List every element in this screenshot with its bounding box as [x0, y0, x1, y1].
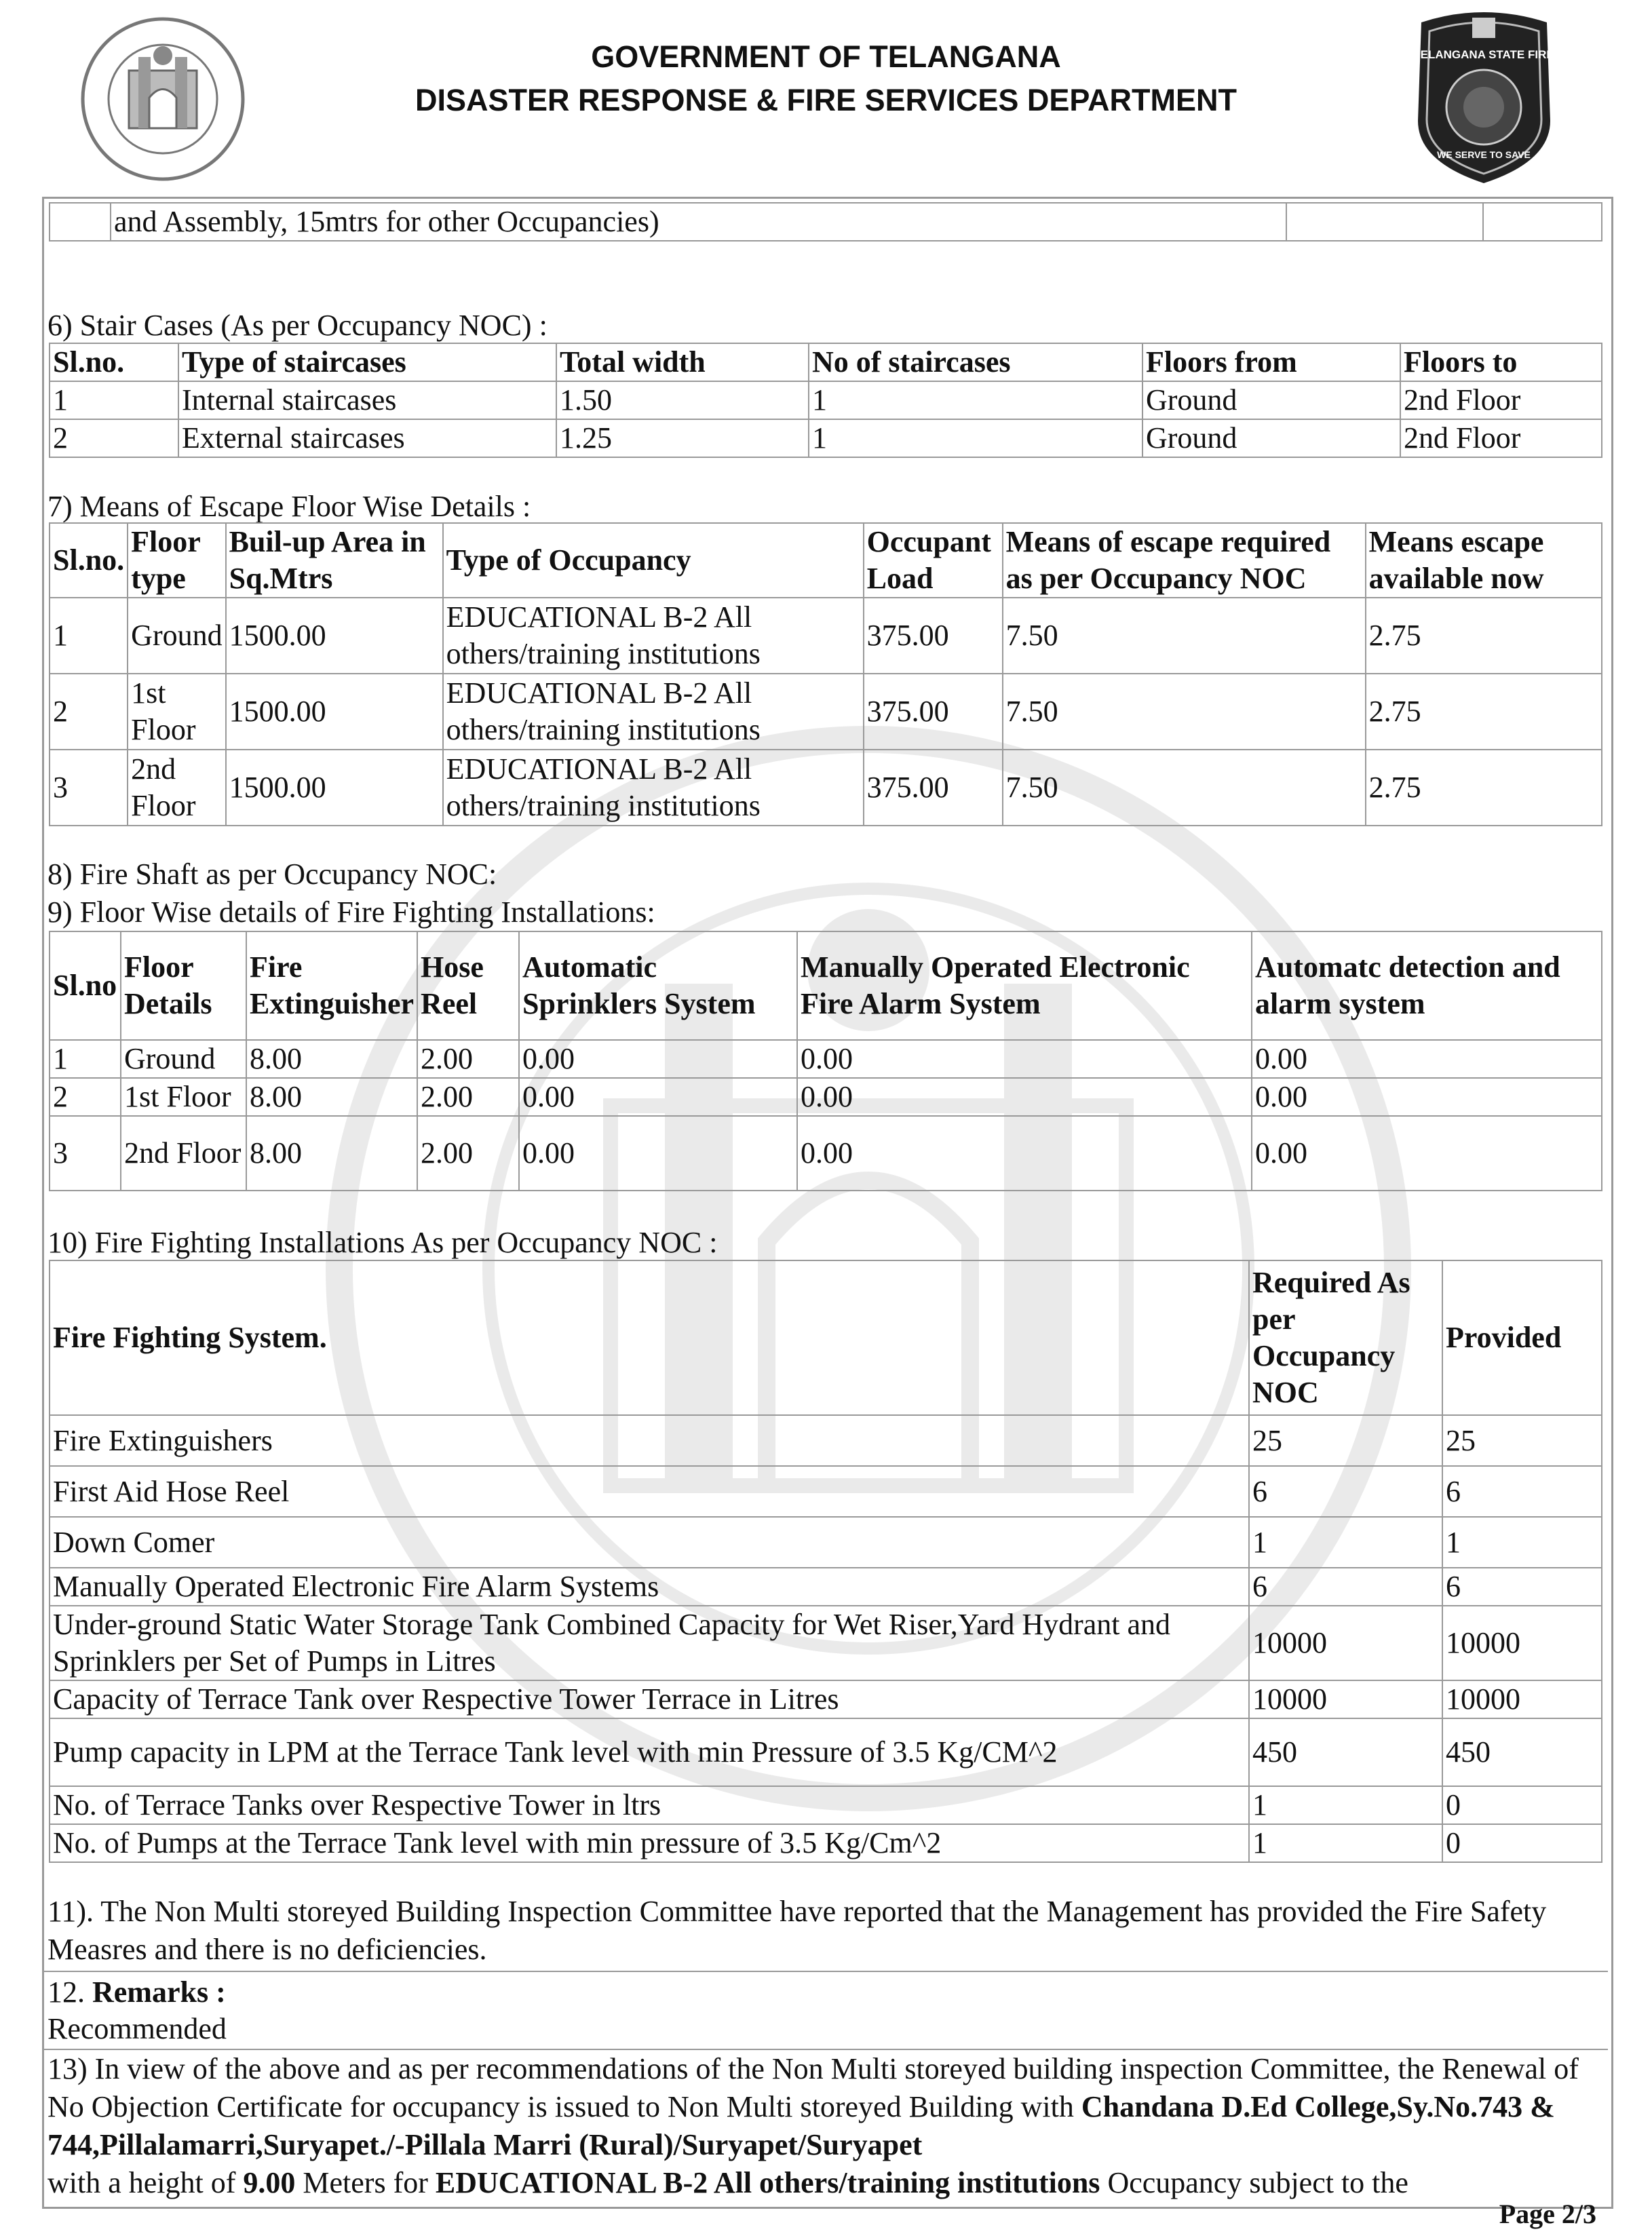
table-cell: 1: [1249, 1786, 1442, 1824]
column-header: Sl.no: [50, 931, 121, 1040]
table-cell: External staircases: [178, 419, 556, 457]
fire-services-badge-logo: [1408, 5, 1560, 185]
table-row: [50, 1517, 1602, 1568]
table-cell: First Aid Hose Reel: [50, 1466, 1249, 1517]
table-cell: No. of Terrace Tanks over Respective Tower in ltrs: [50, 1786, 1249, 1824]
building-name: Chandana D.Ed College,Sy.No.743 & 744,Pillalamarri,Suryapet./-Pillala Marri (Rural)/Suryapet/Suryapet: [47, 2090, 1555, 2161]
table-cell: Fire Extinguishers: [50, 1415, 1249, 1466]
table-row: [50, 674, 1602, 750]
section-13-part: Occupancy subject to the: [1100, 2166, 1408, 2199]
table-cell: Pump capacity in LPM at the Terrace Tank level with min Pressure of 3.5 Kg/CM^2: [50, 1718, 1249, 1786]
table-cell: 0.00: [1252, 1078, 1602, 1116]
table-cell: EDUCATIONAL B-2 All others/training institutions: [443, 674, 864, 750]
table-cell: 375.00: [864, 598, 1003, 674]
column-header: Floor type: [128, 523, 225, 598]
remarks-label: Remarks :: [92, 1975, 226, 2009]
table-cell: 8.00: [246, 1040, 417, 1078]
table-cell: 375.00: [864, 750, 1003, 826]
carryover-table: [49, 202, 1602, 242]
table-cell: 2nd Floor: [128, 750, 225, 826]
table-cell: 2.00: [417, 1116, 519, 1191]
column-header: Floors from: [1142, 343, 1400, 381]
table-cell: 8.00: [246, 1078, 417, 1116]
table-cell: 25: [1249, 1415, 1442, 1466]
fire-fighting-floor-table: [49, 931, 1602, 1191]
section-13-text: [47, 2050, 1601, 2202]
table-row: [50, 1824, 1602, 1862]
table-cell: 1st Floor: [128, 674, 225, 750]
table-cell: 0.00: [797, 1040, 1252, 1078]
table-cell: 2nd Floor: [1400, 381, 1602, 419]
column-header: Hose Reel: [417, 931, 519, 1040]
table-cell: EDUCATIONAL B-2 All others/training institutions: [443, 750, 864, 826]
table-cell: 0.00: [797, 1116, 1252, 1191]
page-number: Page 2/3: [1499, 2199, 1596, 2229]
table-cell: 3: [50, 1116, 121, 1191]
table-cell: Capacity of Terrace Tank over Respective Tower Terrace in Litres: [50, 1680, 1249, 1718]
table-cell: 1.25: [556, 419, 809, 457]
section-8-heading: 8) Fire Shaft as per Occupancy NOC:: [47, 857, 497, 891]
staircases-table: [49, 343, 1602, 458]
table-cell: 3: [50, 750, 128, 826]
column-header: Means escape available now: [1366, 523, 1602, 598]
column-header: Required As per Occupancy NOC: [1249, 1260, 1442, 1415]
table-row: [50, 750, 1602, 826]
badge-motto: WE SERVE TO SAVE: [1437, 149, 1531, 160]
table-cell: 1: [809, 419, 1142, 457]
column-header: Automatic Sprinklers System: [519, 931, 797, 1040]
table-cell: 1500.00: [226, 674, 443, 750]
table-cell: 7.50: [1003, 598, 1366, 674]
table-cell: 2nd Floor: [121, 1116, 246, 1191]
table-cell: EDUCATIONAL B-2 All others/training institutions: [443, 598, 864, 674]
column-header: Type of staircases: [178, 343, 556, 381]
column-header: Manually Operated Electronic Fire Alarm System: [797, 931, 1252, 1040]
table-cell: Ground: [128, 598, 225, 674]
column-header: Floor Details: [121, 931, 246, 1040]
section-11-text: 11). The Non Multi storeyed Building Inspection Committee have reported that the Management has provided the Fire Safety Measres and there is no deficiencies.: [47, 1895, 1547, 1966]
column-header: Occupant Load: [864, 523, 1003, 598]
table-cell: 0.00: [519, 1116, 797, 1191]
section-number: 12.: [47, 1975, 85, 2009]
table-cell: 2.75: [1366, 598, 1602, 674]
table-cell: 7.50: [1003, 674, 1366, 750]
table-cell: 2: [50, 1078, 121, 1116]
table-cell: 6: [1442, 1568, 1602, 1606]
table-header-row: [50, 1260, 1602, 1415]
table-cell: 0.00: [519, 1040, 797, 1078]
table-row: [50, 1680, 1602, 1718]
table-cell: 0.00: [519, 1078, 797, 1116]
table-cell: 450: [1249, 1718, 1442, 1786]
column-header: Buil-up Area in Sq.Mtrs: [226, 523, 443, 598]
table-cell: 0: [1442, 1824, 1602, 1862]
table-cell: 10000: [1249, 1680, 1442, 1718]
table-cell: 2: [50, 419, 178, 457]
table-cell: 6: [1249, 1466, 1442, 1517]
table-cell: 1.50: [556, 381, 809, 419]
table-cell: Manually Operated Electronic Fire Alarm Systems: [50, 1568, 1249, 1606]
occupancy-type: EDUCATIONAL B-2 All others/training institutions: [435, 2166, 1100, 2199]
table-cell: 6: [1249, 1568, 1442, 1606]
table-cell: 375.00: [864, 674, 1003, 750]
section-12-remarks-label: [47, 1974, 226, 2011]
table-row: [50, 1116, 1602, 1191]
table-cell: 1: [50, 381, 178, 419]
table-cell: 2.00: [417, 1040, 519, 1078]
table-row: [50, 1786, 1602, 1824]
table-row: [50, 419, 1602, 457]
header-line-1: GOVERNMENT OF TELANGANA: [591, 39, 1061, 74]
section-13-part: Meters for: [295, 2166, 436, 2199]
table-cell: 1: [1249, 1824, 1442, 1862]
column-header: Floors to: [1400, 343, 1602, 381]
carryover-text: and Assembly, 15mtrs for other Occupancies): [111, 203, 1286, 241]
table-cell: 1: [50, 598, 128, 674]
table-row: [50, 1040, 1602, 1078]
table-cell: 2.75: [1366, 750, 1602, 826]
table-cell: Ground: [1142, 381, 1400, 419]
divider: [43, 1971, 1608, 1972]
table-cell: 25: [1442, 1415, 1602, 1466]
table-cell: 450: [1442, 1718, 1602, 1786]
table-cell: Under-ground Static Water Storage Tank Combined Capacity for Wet Riser,Yard Hydrant and Sprinklers per Set of Pumps in Litres: [50, 1606, 1249, 1680]
section-13-part: 13) In view of the above and as per recommendations of the Non Multi storeyed building inspection Committee, the Renewal of No Objection Certificate for occupancy is issued to Non Multi storeyed Building with: [47, 2052, 1579, 2123]
table-header-row: [50, 343, 1602, 381]
table-cell: 10000: [1442, 1680, 1602, 1718]
table-cell: Ground: [121, 1040, 246, 1078]
table-cell: Down Comer: [50, 1517, 1249, 1568]
section-9-heading: 9) Floor Wise details of Fire Fighting Installations:: [47, 895, 655, 929]
section-13-part: with a height of: [47, 2166, 244, 2199]
table-cell: 1500.00: [226, 598, 443, 674]
column-header: Means of escape required as per Occupancy NOC: [1003, 523, 1366, 598]
column-header: Total width: [556, 343, 809, 381]
column-header: Provided: [1442, 1260, 1602, 1415]
building-height: 9.00: [243, 2166, 296, 2199]
section-6-heading: 6) Stair Cases (As per Occupancy NOC) :: [47, 309, 548, 342]
means-of-escape-table: [49, 522, 1602, 826]
column-header: No of staircases: [809, 343, 1142, 381]
table-row: [50, 1718, 1602, 1786]
table-cell: 2.75: [1366, 674, 1602, 750]
table-cell: 6: [1442, 1466, 1602, 1517]
section-10-heading: 10) Fire Fighting Installations As per Occupancy NOC :: [47, 1226, 718, 1259]
table-header-row: [50, 931, 1602, 1040]
table-cell: 2.00: [417, 1078, 519, 1116]
table-cell: Ground: [1142, 419, 1400, 457]
column-header: Sl.no.: [50, 343, 178, 381]
column-header: Automatc detection and alarm system: [1252, 931, 1602, 1040]
table-cell: 8.00: [246, 1116, 417, 1191]
table-row: [50, 1078, 1602, 1116]
column-header: Sl.no.: [50, 523, 128, 598]
header-line-2: DISASTER RESPONSE & FIRE SERVICES DEPARTMENT: [415, 83, 1237, 117]
fire-fighting-installations-table: [49, 1260, 1602, 1863]
table-row: [50, 598, 1602, 674]
table-cell: 1: [809, 381, 1142, 419]
section-7-heading: 7) Means of Escape Floor Wise Details :: [47, 490, 531, 523]
table-cell: 1: [1442, 1517, 1602, 1568]
table-row: [50, 1466, 1602, 1517]
table-cell: Internal staircases: [178, 381, 556, 419]
table-cell: No. of Pumps at the Terrace Tank level with min pressure of 3.5 Kg/Cm^2: [50, 1824, 1249, 1862]
table-header-row: [50, 523, 1602, 598]
column-header: Type of Occupancy: [443, 523, 864, 598]
table-cell: 2nd Floor: [1400, 419, 1602, 457]
table-cell: 0.00: [797, 1078, 1252, 1116]
telangana-seal-logo: [80, 16, 246, 182]
column-header: Fire Extinguisher: [246, 931, 417, 1040]
column-header: Fire Fighting System.: [50, 1260, 1249, 1415]
table-cell: 1: [50, 1040, 121, 1078]
table-cell: 2: [50, 674, 128, 750]
table-cell: 0: [1442, 1786, 1602, 1824]
table-cell: 7.50: [1003, 750, 1366, 826]
table-cell: 0.00: [1252, 1116, 1602, 1191]
table-cell: 1st Floor: [121, 1078, 246, 1116]
table-cell: 10000: [1249, 1606, 1442, 1680]
table-cell: 1: [1249, 1517, 1442, 1568]
table-row: [50, 1606, 1602, 1680]
table-cell: 0.00: [1252, 1040, 1602, 1078]
table-row: [50, 1568, 1602, 1606]
remarks-value: Recommended: [47, 2012, 227, 2045]
table-row: [50, 1415, 1602, 1466]
table-row: [50, 381, 1602, 419]
table-cell: 1500.00: [226, 750, 443, 826]
table-cell: 10000: [1442, 1606, 1602, 1680]
badge-text: TELANGANA STATE FIRE: [1413, 48, 1554, 61]
